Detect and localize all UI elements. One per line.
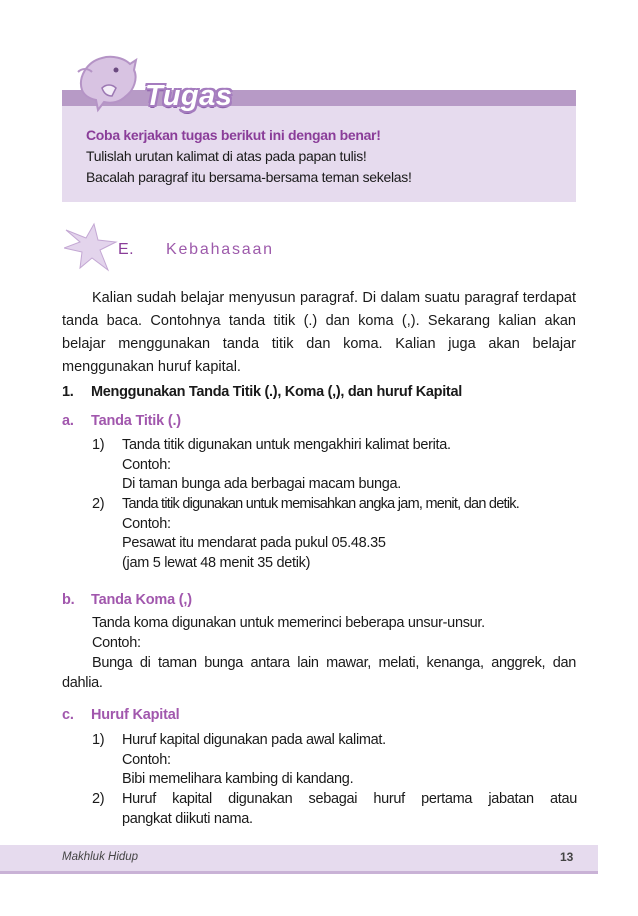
list-line: Huruf kapital digunakan pada awal kalimat. [122,732,386,748]
koma-example: Bunga di taman bunga antara lain mawar, melati, kenanga, anggrek, dan dahlia. [62,655,576,691]
list-number: 1) [92,732,105,748]
list-number: 2) [92,496,105,512]
starburst-icon [64,222,118,272]
list-line: Tanda titik digunakan untuk memisahkan angka jam, menit, dan detik. [122,496,520,512]
list-item-c2 [92,790,582,835]
list-line: (jam 5 lewat 48 menit 35 detik) [122,554,311,571]
koma-line-1: Tanda koma digunakan untuk memerinci beberapa unsur-unsur. [92,615,485,631]
koma-line-2: Contoh: [92,635,141,651]
subheading-a [62,413,181,429]
list-number: 1) [92,437,105,453]
subheading-b [62,592,192,608]
list-line: Contoh: [122,515,171,532]
subheading-c-letter: c. [62,707,74,723]
intro-paragraph: Kalian sudah belajar menyusun paragraf. Di dalam suatu paragraf terdapat tanda baca. Contohnya tanda titik (.) dan koma (,). Sekarang kalian akan belajar menggunakan tanda titik dan koma. Kalian juga akan belajar menggunakan huruf kapital. [62,290,576,375]
list-item-c1 [92,731,582,791]
list-line: Contoh: [122,456,171,473]
footer-divider [0,871,598,874]
section-letter: E. [118,241,135,258]
list-item-a2 [92,495,582,580]
dolphin-icon [72,50,144,114]
tugas-line-3: Bacalah paragraf itu bersama-bersama teman sekelas! [86,169,412,185]
list-line: Huruf kapital digunakan sebagai huruf pertama jabatan atau [122,791,577,807]
list-item-a1 [92,436,582,496]
list-line: Tanda titik digunakan untuk mengakhiri kalimat berita. [122,437,451,453]
tugas-box [62,106,576,202]
subheading-c [62,707,179,723]
subheading-b-title: Tanda Koma (,) [91,592,192,608]
footer-book-title: Makhluk Hidup [62,851,139,863]
list-line: Contoh: [122,751,171,768]
list-line: Bibi memelihara kambing di kandang. [122,771,354,787]
tugas-line-2: Tulislah urutan kalimat di atas pada papan tulis! [86,148,367,164]
subheading-c-title: Huruf Kapital [91,707,180,723]
subheading-a-title: Tanda Titik (.) [91,413,181,429]
tugas-line-1: Coba kerjakan tugas berikut ini dengan benar! [86,127,381,143]
list-line: Di taman bunga ada berbagai macam bunga. [122,476,401,492]
list-number: 2) [92,791,105,807]
subheading-b-letter: b. [62,592,75,608]
section-title: Kebahasaan [166,241,274,258]
list-line: Pesawat itu mendarat pada pukul 05.48.35 [122,535,386,551]
tugas-label: Tugas [145,80,233,112]
page-number: 13 [560,850,574,864]
heading-1-number: 1. [62,384,74,400]
heading-1 [62,384,462,400]
list-line: pangkat diikuti nama. [122,810,253,827]
heading-1-text: Menggunakan Tanda Titik (.), Koma (,), dan huruf Kapital [91,384,462,400]
subheading-a-letter: a. [62,413,74,429]
